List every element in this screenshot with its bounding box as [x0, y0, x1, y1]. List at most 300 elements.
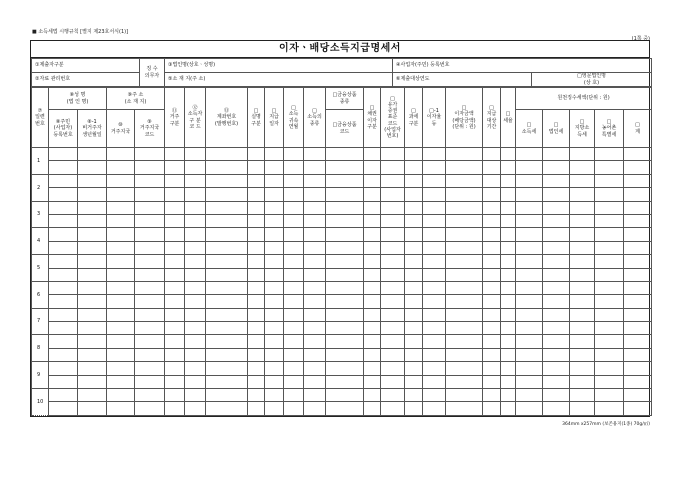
table-cell[interactable] — [364, 322, 381, 335]
table-cell[interactable] — [501, 295, 516, 308]
table-cell[interactable] — [304, 348, 326, 361]
table-cell[interactable] — [304, 148, 326, 161]
table-cell[interactable] — [49, 174, 78, 187]
table-cell[interactable] — [165, 161, 185, 174]
table-cell[interactable] — [107, 308, 135, 321]
table-cell[interactable] — [595, 161, 624, 174]
table-cell[interactable] — [423, 375, 446, 388]
table-cell[interactable] — [570, 268, 595, 281]
table-cell[interactable] — [326, 281, 364, 294]
table-cell[interactable] — [543, 201, 570, 214]
table-cell[interactable] — [165, 389, 185, 402]
table-cell[interactable] — [78, 161, 107, 174]
table-cell[interactable] — [185, 174, 206, 187]
table-cell[interactable] — [624, 214, 652, 227]
table-cell[interactable] — [206, 255, 248, 268]
table-cell[interactable] — [206, 295, 248, 308]
table-cell[interactable] — [304, 362, 326, 375]
table-cell[interactable] — [49, 255, 78, 268]
table-cell[interactable] — [570, 308, 595, 321]
table-cell[interactable] — [595, 322, 624, 335]
table-cell[interactable] — [501, 188, 516, 201]
table-cell[interactable] — [570, 241, 595, 254]
table-cell[interactable] — [326, 335, 364, 348]
table-cell[interactable] — [326, 201, 364, 214]
table-cell[interactable] — [107, 375, 135, 388]
table-cell[interactable] — [624, 362, 652, 375]
table-cell[interactable] — [570, 281, 595, 294]
table-cell[interactable] — [595, 148, 624, 161]
table-cell[interactable] — [624, 201, 652, 214]
table-cell[interactable] — [364, 402, 381, 415]
table-cell[interactable] — [483, 295, 501, 308]
table-cell[interactable] — [595, 268, 624, 281]
table-cell[interactable] — [248, 188, 265, 201]
table-cell[interactable] — [570, 348, 595, 361]
table-cell[interactable] — [107, 322, 135, 335]
table-cell[interactable] — [570, 322, 595, 335]
table-cell[interactable] — [78, 268, 107, 281]
table-cell[interactable] — [165, 402, 185, 415]
table-cell[interactable] — [265, 322, 284, 335]
table-cell[interactable] — [423, 161, 446, 174]
table-cell[interactable] — [381, 268, 405, 281]
table-cell[interactable] — [265, 148, 284, 161]
table-cell[interactable] — [595, 389, 624, 402]
table-cell[interactable] — [107, 362, 135, 375]
table-cell[interactable] — [49, 148, 78, 161]
table-cell[interactable] — [570, 295, 595, 308]
table-cell[interactable] — [423, 148, 446, 161]
table-cell[interactable] — [405, 295, 423, 308]
table-cell[interactable] — [49, 161, 78, 174]
table-cell[interactable] — [165, 295, 185, 308]
table-cell[interactable] — [206, 201, 248, 214]
table-cell[interactable] — [206, 389, 248, 402]
table-cell[interactable] — [185, 228, 206, 241]
table-cell[interactable] — [446, 375, 483, 388]
table-cell[interactable] — [78, 174, 107, 187]
table-cell[interactable] — [107, 228, 135, 241]
table-cell[interactable] — [543, 148, 570, 161]
table-cell[interactable] — [304, 214, 326, 227]
table-cell[interactable] — [364, 308, 381, 321]
table-cell[interactable] — [483, 389, 501, 402]
table-cell[interactable] — [248, 362, 265, 375]
table-cell[interactable] — [570, 214, 595, 227]
table-cell[interactable] — [284, 389, 304, 402]
table-cell[interactable] — [570, 228, 595, 241]
table-cell[interactable] — [206, 214, 248, 227]
table-cell[interactable] — [516, 228, 543, 241]
table-cell[interactable] — [185, 281, 206, 294]
table-cell[interactable] — [135, 161, 165, 174]
table-cell[interactable] — [304, 308, 326, 321]
table-cell[interactable] — [78, 201, 107, 214]
table-cell[interactable] — [381, 308, 405, 321]
table-cell[interactable] — [165, 255, 185, 268]
table-cell[interactable] — [107, 161, 135, 174]
table-cell[interactable] — [135, 335, 165, 348]
table-cell[interactable] — [49, 214, 78, 227]
table-cell[interactable] — [248, 308, 265, 321]
table-cell[interactable] — [595, 201, 624, 214]
table-cell[interactable] — [405, 362, 423, 375]
table-cell[interactable] — [595, 228, 624, 241]
table-cell[interactable] — [446, 268, 483, 281]
table-cell[interactable] — [483, 161, 501, 174]
table-cell[interactable] — [483, 188, 501, 201]
table-cell[interactable] — [570, 375, 595, 388]
table-cell[interactable] — [595, 214, 624, 227]
table-cell[interactable] — [135, 241, 165, 254]
table-cell[interactable] — [543, 322, 570, 335]
table-cell[interactable] — [165, 268, 185, 281]
table-cell[interactable] — [49, 268, 78, 281]
table-cell[interactable] — [206, 348, 248, 361]
table-cell[interactable] — [364, 389, 381, 402]
table-cell[interactable] — [326, 188, 364, 201]
table-cell[interactable] — [624, 174, 652, 187]
table-cell[interactable] — [284, 348, 304, 361]
table-cell[interactable] — [248, 268, 265, 281]
table-cell[interactable] — [501, 308, 516, 321]
table-cell[interactable] — [185, 255, 206, 268]
table-cell[interactable] — [595, 241, 624, 254]
table-cell[interactable] — [405, 322, 423, 335]
table-cell[interactable] — [364, 335, 381, 348]
table-cell[interactable] — [446, 402, 483, 415]
table-cell[interactable] — [248, 201, 265, 214]
table-cell[interactable] — [248, 348, 265, 361]
mgmt-no-field[interactable]: ②자료 관리번호 — [32, 73, 140, 87]
table-cell[interactable] — [107, 389, 135, 402]
table-cell[interactable] — [265, 228, 284, 241]
table-cell[interactable] — [423, 174, 446, 187]
table-cell[interactable] — [364, 214, 381, 227]
table-cell[interactable] — [304, 255, 326, 268]
table-cell[interactable] — [135, 322, 165, 335]
table-cell[interactable] — [570, 201, 595, 214]
table-cell[interactable] — [78, 322, 107, 335]
table-cell[interactable] — [405, 308, 423, 321]
table-cell[interactable] — [78, 308, 107, 321]
corp-name-field[interactable]: ③법인명(상호ㆍ성명) — [165, 59, 393, 73]
table-cell[interactable] — [543, 255, 570, 268]
table-cell[interactable] — [483, 322, 501, 335]
table-cell[interactable] — [135, 255, 165, 268]
table-cell[interactable] — [516, 295, 543, 308]
table-cell[interactable] — [284, 268, 304, 281]
table-cell[interactable] — [248, 148, 265, 161]
table-cell[interactable] — [483, 281, 501, 294]
table-cell[interactable] — [265, 281, 284, 294]
table-cell[interactable] — [446, 308, 483, 321]
table-cell[interactable] — [206, 308, 248, 321]
table-cell[interactable] — [516, 161, 543, 174]
table-cell[interactable] — [516, 268, 543, 281]
table-cell[interactable] — [304, 161, 326, 174]
table-cell[interactable] — [501, 268, 516, 281]
table-cell[interactable] — [49, 201, 78, 214]
table-cell[interactable] — [326, 348, 364, 361]
table-cell[interactable] — [405, 228, 423, 241]
table-cell[interactable] — [185, 268, 206, 281]
table-cell[interactable] — [265, 389, 284, 402]
table-cell[interactable] — [570, 255, 595, 268]
table-cell[interactable] — [446, 362, 483, 375]
table-cell[interactable] — [284, 362, 304, 375]
table-cell[interactable] — [543, 362, 570, 375]
table-cell[interactable] — [248, 255, 265, 268]
table-cell[interactable] — [107, 148, 135, 161]
table-cell[interactable] — [501, 322, 516, 335]
table-cell[interactable] — [265, 214, 284, 227]
table-cell[interactable] — [364, 348, 381, 361]
table-cell[interactable] — [185, 375, 206, 388]
table-cell[interactable] — [543, 281, 570, 294]
table-cell[interactable] — [570, 362, 595, 375]
table-cell[interactable] — [49, 241, 78, 254]
table-cell[interactable] — [446, 148, 483, 161]
table-cell[interactable] — [107, 268, 135, 281]
table-cell[interactable] — [326, 255, 364, 268]
table-cell[interactable] — [381, 174, 405, 187]
table-cell[interactable] — [595, 255, 624, 268]
table-cell[interactable] — [516, 201, 543, 214]
table-cell[interactable] — [135, 268, 165, 281]
table-cell[interactable] — [624, 161, 652, 174]
table-cell[interactable] — [516, 174, 543, 187]
table-cell[interactable] — [165, 241, 185, 254]
table-cell[interactable] — [624, 241, 652, 254]
table-cell[interactable] — [381, 322, 405, 335]
table-cell[interactable] — [185, 214, 206, 227]
table-cell[interactable] — [543, 188, 570, 201]
table-cell[interactable] — [284, 322, 304, 335]
table-cell[interactable] — [78, 362, 107, 375]
table-cell[interactable] — [304, 335, 326, 348]
table-cell[interactable] — [570, 148, 595, 161]
table-cell[interactable] — [107, 174, 135, 187]
table-cell[interactable] — [107, 402, 135, 415]
table-cell[interactable] — [501, 174, 516, 187]
table-cell[interactable] — [570, 161, 595, 174]
table-cell[interactable] — [49, 322, 78, 335]
table-cell[interactable] — [624, 308, 652, 321]
table-cell[interactable] — [78, 389, 107, 402]
table-cell[interactable] — [107, 348, 135, 361]
table-cell[interactable] — [248, 161, 265, 174]
table-cell[interactable] — [206, 268, 248, 281]
table-cell[interactable] — [423, 348, 446, 361]
table-cell[interactable] — [248, 295, 265, 308]
table-cell[interactable] — [185, 389, 206, 402]
table-cell[interactable] — [624, 228, 652, 241]
table-cell[interactable] — [165, 348, 185, 361]
table-cell[interactable] — [185, 188, 206, 201]
table-cell[interactable] — [284, 308, 304, 321]
table-cell[interactable] — [381, 228, 405, 241]
table-cell[interactable] — [326, 161, 364, 174]
table-cell[interactable] — [595, 362, 624, 375]
table-cell[interactable] — [624, 281, 652, 294]
table-cell[interactable] — [165, 375, 185, 388]
table-cell[interactable] — [483, 308, 501, 321]
table-cell[interactable] — [49, 308, 78, 321]
table-cell[interactable] — [446, 348, 483, 361]
table-cell[interactable] — [326, 214, 364, 227]
table-cell[interactable] — [501, 161, 516, 174]
table-cell[interactable] — [107, 188, 135, 201]
table-cell[interactable] — [381, 295, 405, 308]
table-cell[interactable] — [405, 389, 423, 402]
table-cell[interactable] — [405, 375, 423, 388]
table-cell[interactable] — [423, 335, 446, 348]
table-cell[interactable] — [446, 201, 483, 214]
table-cell[interactable] — [483, 402, 501, 415]
table-cell[interactable] — [595, 308, 624, 321]
table-cell[interactable] — [284, 295, 304, 308]
table-cell[interactable] — [206, 281, 248, 294]
table-cell[interactable] — [185, 295, 206, 308]
table-cell[interactable] — [381, 362, 405, 375]
table-cell[interactable] — [364, 268, 381, 281]
table-cell[interactable] — [364, 281, 381, 294]
table-cell[interactable] — [185, 322, 206, 335]
table-cell[interactable] — [185, 348, 206, 361]
table-cell[interactable] — [78, 148, 107, 161]
table-cell[interactable] — [516, 322, 543, 335]
table-cell[interactable] — [326, 174, 364, 187]
table-cell[interactable] — [624, 402, 652, 415]
table-cell[interactable] — [248, 281, 265, 294]
table-cell[interactable] — [483, 148, 501, 161]
table-cell[interactable] — [304, 389, 326, 402]
table-cell[interactable] — [135, 308, 165, 321]
table-cell[interactable] — [595, 402, 624, 415]
table-cell[interactable] — [206, 402, 248, 415]
table-cell[interactable] — [543, 295, 570, 308]
table-cell[interactable] — [304, 281, 326, 294]
table-cell[interactable] — [364, 174, 381, 187]
table-cell[interactable] — [364, 201, 381, 214]
table-cell[interactable] — [483, 255, 501, 268]
table-cell[interactable] — [78, 402, 107, 415]
table-cell[interactable] — [185, 201, 206, 214]
table-cell[interactable] — [165, 362, 185, 375]
table-cell[interactable] — [49, 362, 78, 375]
table-cell[interactable] — [165, 281, 185, 294]
table-cell[interactable] — [483, 228, 501, 241]
table-cell[interactable] — [423, 241, 446, 254]
table-cell[interactable] — [423, 322, 446, 335]
table-cell[interactable] — [248, 228, 265, 241]
table-cell[interactable] — [446, 295, 483, 308]
table-cell[interactable] — [135, 174, 165, 187]
table-cell[interactable] — [326, 228, 364, 241]
table-cell[interactable] — [326, 268, 364, 281]
table-cell[interactable] — [405, 268, 423, 281]
table-cell[interactable] — [516, 241, 543, 254]
table-cell[interactable] — [107, 255, 135, 268]
table-cell[interactable] — [483, 335, 501, 348]
table-cell[interactable] — [624, 148, 652, 161]
table-cell[interactable] — [516, 148, 543, 161]
table-cell[interactable] — [501, 389, 516, 402]
table-cell[interactable] — [501, 201, 516, 214]
table-cell[interactable] — [516, 281, 543, 294]
table-cell[interactable] — [49, 281, 78, 294]
table-cell[interactable] — [248, 389, 265, 402]
table-cell[interactable] — [381, 201, 405, 214]
table-cell[interactable] — [405, 161, 423, 174]
table-cell[interactable] — [265, 188, 284, 201]
table-cell[interactable] — [516, 362, 543, 375]
table-cell[interactable] — [135, 228, 165, 241]
table-cell[interactable] — [185, 335, 206, 348]
table-cell[interactable] — [516, 255, 543, 268]
table-cell[interactable] — [265, 295, 284, 308]
table-cell[interactable] — [423, 268, 446, 281]
table-cell[interactable] — [78, 295, 107, 308]
table-cell[interactable] — [49, 375, 78, 388]
table-cell[interactable] — [483, 348, 501, 361]
table-cell[interactable] — [483, 375, 501, 388]
table-cell[interactable] — [206, 322, 248, 335]
table-cell[interactable] — [107, 295, 135, 308]
table-cell[interactable] — [326, 362, 364, 375]
table-cell[interactable] — [595, 375, 624, 388]
table-cell[interactable] — [284, 148, 304, 161]
table-cell[interactable] — [304, 375, 326, 388]
table-cell[interactable] — [543, 174, 570, 187]
table-cell[interactable] — [326, 308, 364, 321]
table-cell[interactable] — [135, 295, 165, 308]
table-cell[interactable] — [284, 228, 304, 241]
table-cell[interactable] — [543, 402, 570, 415]
table-cell[interactable] — [543, 161, 570, 174]
table-cell[interactable] — [49, 188, 78, 201]
table-cell[interactable] — [185, 308, 206, 321]
table-cell[interactable] — [501, 148, 516, 161]
submit-year-field[interactable]: ⑥제출대상연도 — [393, 73, 532, 87]
table-cell[interactable] — [570, 402, 595, 415]
table-cell[interactable] — [78, 281, 107, 294]
table-cell[interactable] — [304, 402, 326, 415]
table-cell[interactable] — [381, 402, 405, 415]
table-cell[interactable] — [446, 161, 483, 174]
table-cell[interactable] — [265, 362, 284, 375]
table-cell[interactable] — [135, 281, 165, 294]
table-cell[interactable] — [405, 241, 423, 254]
table-cell[interactable] — [206, 362, 248, 375]
table-cell[interactable] — [381, 348, 405, 361]
table-cell[interactable] — [265, 174, 284, 187]
table-cell[interactable] — [516, 188, 543, 201]
table-cell[interactable] — [501, 228, 516, 241]
table-cell[interactable] — [49, 335, 78, 348]
english-name-field[interactable]: □영문법인명 (상 호) — [532, 73, 652, 87]
table-cell[interactable] — [135, 214, 165, 227]
table-cell[interactable] — [501, 214, 516, 227]
table-cell[interactable] — [423, 255, 446, 268]
table-cell[interactable] — [206, 228, 248, 241]
table-cell[interactable] — [624, 255, 652, 268]
table-cell[interactable] — [135, 188, 165, 201]
table-cell[interactable] — [483, 362, 501, 375]
table-cell[interactable] — [423, 362, 446, 375]
